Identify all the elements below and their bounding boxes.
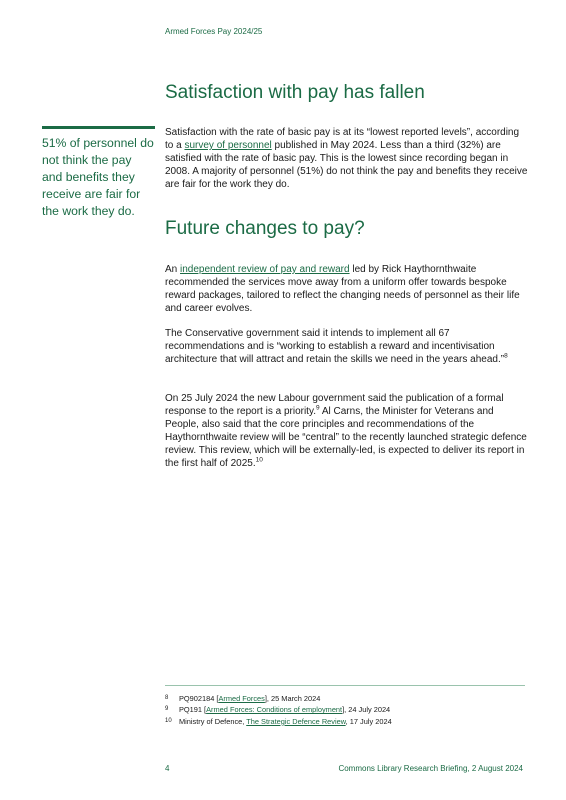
footnote-text <box>179 704 390 715</box>
pullquote: 51% of personnel do not think the pay and benefits they receive are fair for the work they do. <box>42 126 155 220</box>
footnote-text <box>179 716 392 727</box>
conditions-of-employment-link[interactable]: Armed Forces: Conditions of employment <box>206 705 343 715</box>
text-run: PQ902184 [ <box>179 694 219 703</box>
text-run: ], 25 March 2024 <box>264 694 321 703</box>
section-heading-satisfaction: Satisfaction with pay has fallen <box>165 82 425 103</box>
text-run: Satisfaction with the rate of basic pay is at its “lowest reported levels”, according to a <box>165 127 520 152</box>
section-heading-future-changes: Future changes to pay? <box>165 218 365 239</box>
text-run: published in May 2024. Less than a third (32%) are satisfied with the rate of basic pay. This is the lowest since recording began in 2008. A majority of personnel (51%) do not think the pay and benefits they receive are fair for the work they do. <box>165 140 528 191</box>
footer-source: Commons Library Research Briefing, 2 August 2024 <box>338 764 523 773</box>
text-run: Al Carns, the Minister for Veterans and People, also said that the core principles and recommendations of the Haythornthwaite review will be “central” to the recently launched strategic defence review. This review, which will be externally-led, is expected to deliver its report in the first half of 2025. <box>165 406 527 470</box>
independent-review-link[interactable]: independent review of pay and reward <box>180 264 350 275</box>
footnote-divider <box>165 685 525 686</box>
paragraph-labour <box>165 392 530 471</box>
footnote-number: 8 <box>165 695 169 701</box>
footnote-8 <box>165 693 525 704</box>
text-run: PQ191 [ <box>179 705 207 715</box>
running-header: Armed Forces Pay 2024/25 <box>165 27 263 36</box>
footnote-number: 9 <box>165 706 169 713</box>
text-run: ], 24 July 2024 <box>342 705 391 715</box>
text-run: On 25 July 2024 the new Labour government said the publication of a formal response to the report is a priority. <box>165 393 504 418</box>
armed-forces-link[interactable]: Armed Forces <box>218 694 265 703</box>
text-run: Ministry of Defence, <box>179 716 247 726</box>
footnote-number: 10 <box>165 717 172 724</box>
text-run: An <box>165 264 181 275</box>
survey-of-personnel-link[interactable]: survey of personnel <box>184 140 272 152</box>
paragraph-conservative <box>165 327 530 366</box>
page-number: 4 <box>165 764 170 773</box>
text-run: , 17 July 2024 <box>345 716 392 726</box>
footnote-ref-10[interactable]: 10 <box>255 457 263 465</box>
footnote-ref-8[interactable]: 8 <box>504 352 508 360</box>
paragraph-review <box>165 263 530 315</box>
strategic-defence-review-link[interactable]: The Strategic Defence Review <box>246 716 346 726</box>
footnote-text <box>179 693 320 704</box>
footnote-10 <box>165 716 525 727</box>
footnote-ref-9[interactable]: 9 <box>316 404 320 412</box>
footnote-9 <box>165 704 525 715</box>
paragraph-satisfaction <box>165 126 530 191</box>
footnotes <box>165 693 525 727</box>
text-run: led by Rick Haythornthwaite recommended the services move away from a uniform offer towards bespoke reward packages, tailored to reflect the changing needs of personnel as their life and career evolves. <box>165 264 520 315</box>
text-run: The Conservative government said it intends to implement all 67 recommendations and is “working to establish a reward and incentivisation architecture that will attract and retain the skills we need in the years ahead.” <box>165 328 505 366</box>
